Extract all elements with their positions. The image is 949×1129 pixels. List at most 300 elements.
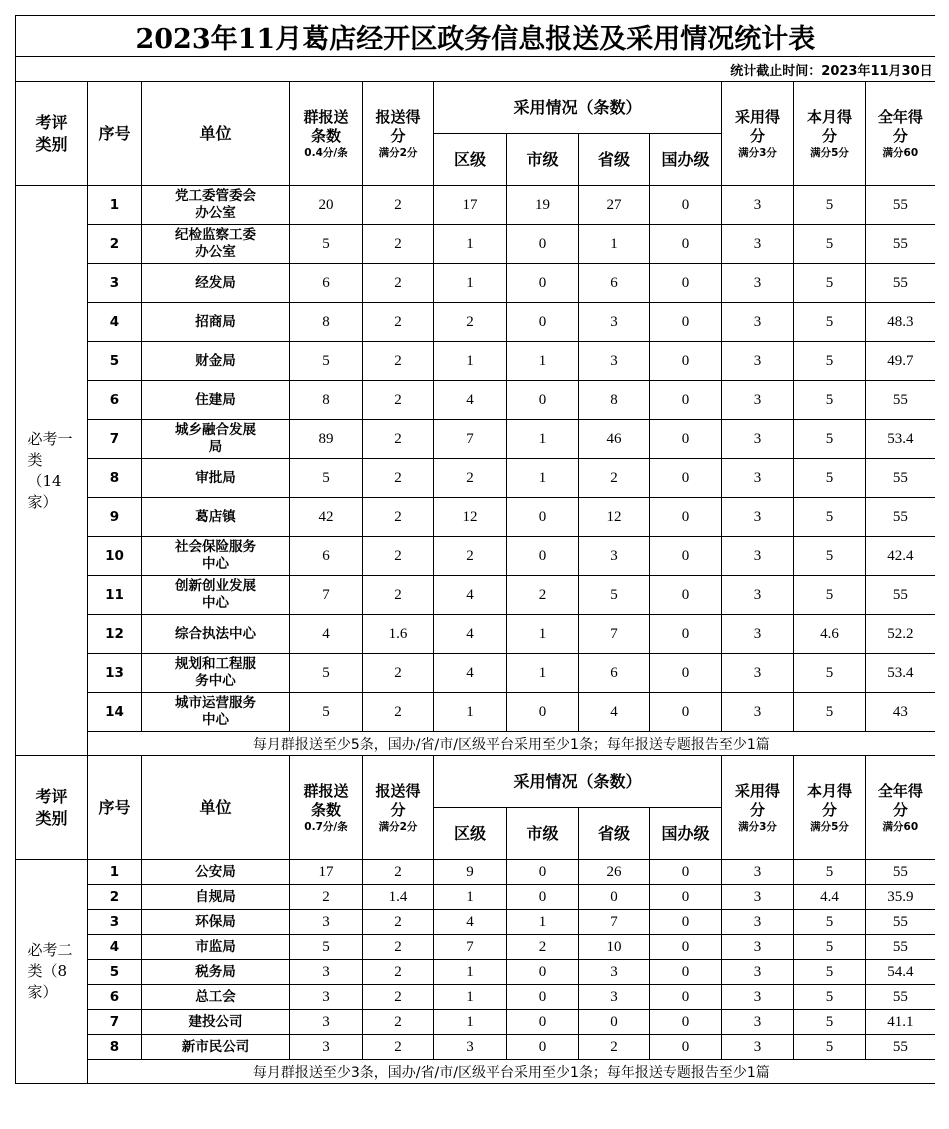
table-row (16, 537, 935, 576)
header-national-label: 国办级 (661, 149, 710, 169)
unit-cell (142, 225, 290, 264)
header-submit-score (363, 756, 434, 860)
table-row (16, 615, 935, 654)
province-cell-value: 46 (606, 430, 622, 447)
header-month-score-label: 本月得分 (806, 107, 852, 145)
seq-cell-value: 4 (109, 939, 120, 955)
header-submit-count (290, 82, 363, 186)
seq-cell (88, 860, 142, 885)
city-cell-value: 0 (538, 988, 547, 1005)
month-score-cell-value: 4.6 (820, 625, 839, 642)
submit-score-cell (363, 186, 434, 225)
unit-cell (142, 537, 290, 576)
adopt-score-cell (722, 910, 794, 935)
national-cell-value: 0 (681, 508, 690, 525)
unit-cell-value: 城市运营服务中心 (175, 695, 256, 728)
adopt-score-cell-value: 3 (753, 313, 762, 330)
province-cell-value: 3 (610, 547, 618, 564)
district-cell (434, 1035, 507, 1060)
header-submit-count-sub: 0.7分/条 (304, 820, 348, 833)
unit-cell-value: 综合执法中心 (175, 625, 256, 642)
city-cell-value: 2 (538, 938, 547, 955)
unit-cell-value: 住建局 (195, 391, 236, 408)
month-score-cell (794, 885, 866, 910)
submit-score-cell-value: 2 (394, 430, 402, 447)
city-cell (507, 381, 579, 420)
month-score-cell-value: 5 (825, 313, 834, 330)
national-cell (650, 693, 722, 732)
submit-score-cell (363, 860, 434, 885)
header-month-score-label: 本月得分 (806, 781, 852, 819)
district-cell-value: 1 (466, 352, 474, 369)
header-national (650, 134, 722, 186)
header-province-label: 省级 (597, 149, 630, 169)
unit-cell (142, 1010, 290, 1035)
month-score-cell (794, 264, 866, 303)
adopt-score-cell-value: 3 (753, 391, 762, 408)
month-score-cell-value: 5 (825, 1013, 834, 1030)
submit-score-cell (363, 654, 434, 693)
seq-cell (88, 1035, 142, 1060)
province-cell (579, 576, 650, 615)
adopt-score-cell (722, 693, 794, 732)
header-adopt-score (722, 756, 794, 860)
adopt-score-cell-value: 3 (753, 1013, 762, 1030)
month-score-cell-value: 5 (825, 391, 834, 408)
province-cell (579, 420, 650, 459)
district-cell (434, 693, 507, 732)
national-cell (650, 885, 722, 910)
national-cell-value: 0 (681, 938, 690, 955)
header-submit-score (363, 82, 434, 186)
national-cell-value: 0 (681, 863, 690, 880)
seq-cell-value: 9 (109, 509, 120, 525)
seq-cell (88, 264, 142, 303)
national-cell-value: 0 (681, 1038, 690, 1055)
adopt-score-cell (722, 960, 794, 985)
year-score-cell-value: 54.4 (887, 963, 914, 980)
district-cell-value: 2 (466, 313, 474, 330)
national-cell (650, 654, 722, 693)
adopt-score-cell-value: 3 (753, 430, 762, 447)
seq-cell (88, 885, 142, 910)
submit-count-cell-value: 6 (322, 274, 330, 291)
submit-score-cell (363, 381, 434, 420)
seq-cell-value: 7 (109, 1014, 120, 1030)
city-cell (507, 342, 579, 381)
year-score-cell (866, 1035, 935, 1060)
seq-cell (88, 498, 142, 537)
submit-count-cell (290, 935, 363, 960)
city-cell-value: 1 (538, 913, 547, 930)
submit-count-cell-value: 89 (318, 430, 334, 447)
submit-count-cell (290, 1035, 363, 1060)
district-cell-value: 4 (466, 391, 474, 408)
year-score-cell (866, 576, 935, 615)
seq-cell (88, 537, 142, 576)
month-score-cell (794, 960, 866, 985)
adopt-score-cell-value: 3 (753, 586, 762, 603)
city-cell-value: 0 (538, 1038, 547, 1055)
submit-score-cell-value: 2 (394, 235, 402, 252)
header-seq (88, 82, 142, 186)
adopt-score-cell-value: 3 (753, 888, 762, 905)
district-cell-value: 1 (466, 274, 474, 291)
province-cell-value: 12 (606, 508, 622, 525)
submit-score-cell-value: 2 (394, 469, 402, 486)
unit-cell-value: 党工委管委会办公室 (175, 188, 256, 221)
seq-cell-value: 6 (109, 392, 120, 408)
seq-cell (88, 186, 142, 225)
header-national-label: 国办级 (661, 823, 710, 843)
submit-score-cell-value: 2 (394, 703, 402, 720)
national-cell (650, 303, 722, 342)
submit-count-cell (290, 985, 363, 1010)
unit-cell-value: 总工会 (195, 988, 236, 1005)
month-score-cell (794, 615, 866, 654)
city-cell-value: 0 (538, 863, 547, 880)
year-score-cell-value: 55 (892, 938, 908, 955)
header-adopt-score-label: 采用得分 (734, 107, 780, 145)
month-score-cell (794, 225, 866, 264)
city-cell-value: 0 (538, 547, 547, 564)
national-cell (650, 1010, 722, 1035)
submit-score-cell-value: 2 (394, 547, 402, 564)
submit-count-cell-value: 3 (322, 1013, 330, 1030)
submit-score-cell-value: 2 (394, 586, 402, 603)
adopt-score-cell-value: 3 (753, 988, 762, 1005)
header-year-score (866, 82, 935, 186)
seq-cell (88, 693, 142, 732)
city-cell (507, 186, 579, 225)
city-cell (507, 459, 579, 498)
year-score-cell (866, 693, 935, 732)
province-cell-value: 6 (610, 274, 618, 291)
year-score-cell-value: 55 (892, 508, 908, 525)
seq-cell-value: 13 (105, 665, 124, 681)
header-province-label: 省级 (597, 823, 630, 843)
year-score-cell (866, 935, 935, 960)
submit-count-cell (290, 693, 363, 732)
table-row (16, 303, 935, 342)
submit-score-cell (363, 459, 434, 498)
year-score-cell (866, 1010, 935, 1035)
province-cell-value: 2 (610, 1038, 618, 1055)
year-score-cell (866, 537, 935, 576)
seq-cell-value: 12 (105, 626, 124, 642)
adopt-score-cell (722, 381, 794, 420)
year-score-cell (866, 985, 935, 1010)
year-score-cell (866, 186, 935, 225)
national-cell (650, 935, 722, 960)
seq-cell-value: 5 (109, 964, 120, 980)
month-score-cell-value: 5 (825, 863, 834, 880)
district-cell (434, 420, 507, 459)
header-adoption-label: 采用情况（条数） (513, 97, 642, 117)
unit-cell-value: 自规局 (195, 888, 236, 905)
year-score-cell-value: 52.2 (887, 625, 914, 642)
submit-count-cell (290, 264, 363, 303)
header-adoption (434, 756, 722, 808)
district-cell (434, 303, 507, 342)
header-month-score-sub: 满分5分 (810, 820, 849, 833)
district-cell-value: 1 (466, 703, 474, 720)
month-score-cell (794, 342, 866, 381)
city-cell (507, 615, 579, 654)
district-cell (434, 1010, 507, 1035)
city-cell-value: 0 (538, 1013, 547, 1030)
month-score-cell-value: 5 (825, 913, 834, 930)
province-cell (579, 498, 650, 537)
unit-cell (142, 985, 290, 1010)
district-cell-value: 1 (466, 963, 474, 980)
submit-count-cell-value: 5 (322, 703, 330, 720)
table-row (16, 576, 935, 615)
month-score-cell-value: 5 (825, 703, 834, 720)
header-submit-score-sub: 满分2分 (378, 820, 418, 833)
submit-score-cell (363, 225, 434, 264)
header-month-score (794, 82, 866, 186)
city-cell-value: 1 (538, 625, 547, 642)
seq-cell-value: 4 (109, 314, 120, 330)
province-cell-value: 7 (610, 625, 618, 642)
seq-cell (88, 225, 142, 264)
unit-cell-value: 审批局 (195, 469, 236, 486)
province-cell-value: 3 (610, 988, 618, 1005)
adopt-score-cell-value: 3 (753, 1038, 762, 1055)
header-city-label: 市级 (526, 823, 559, 843)
national-cell-value: 0 (681, 888, 690, 905)
header-category (16, 756, 88, 860)
national-cell (650, 225, 722, 264)
year-score-cell-value: 55 (892, 469, 908, 486)
header-month-score (794, 756, 866, 860)
header-province (579, 808, 650, 860)
submit-count-cell-value: 5 (322, 235, 330, 252)
submit-score-cell (363, 537, 434, 576)
submit-score-cell (363, 1010, 434, 1035)
header-unit-label: 单位 (199, 123, 232, 143)
header-submit-count-sub: 0.4分/条 (304, 146, 348, 159)
table-row (16, 860, 935, 885)
header-year-score (866, 756, 935, 860)
header-seq-label: 序号 (98, 797, 131, 817)
district-cell-value: 4 (466, 664, 474, 681)
province-cell-value: 26 (606, 863, 622, 880)
district-cell (434, 885, 507, 910)
city-cell-value: 2 (538, 586, 547, 603)
adopt-score-cell-value: 3 (753, 664, 762, 681)
header-unit (142, 82, 290, 186)
national-cell (650, 420, 722, 459)
header-year-score-sub: 满分60 (882, 820, 919, 833)
year-score-cell-value: 55 (892, 274, 908, 291)
submit-count-cell-value: 8 (322, 391, 330, 408)
city-cell (507, 910, 579, 935)
adopt-score-cell (722, 935, 794, 960)
province-cell (579, 459, 650, 498)
month-score-cell-value: 5 (825, 508, 834, 525)
national-cell (650, 615, 722, 654)
district-cell (434, 459, 507, 498)
national-cell-value: 0 (681, 963, 690, 980)
month-score-cell-value: 5 (825, 235, 834, 252)
unit-cell (142, 420, 290, 459)
month-score-cell (794, 910, 866, 935)
month-score-cell-value: 5 (825, 196, 834, 213)
header-adopt-score (722, 82, 794, 186)
stats-sheet (15, 15, 934, 1084)
district-cell (434, 225, 507, 264)
header-district (434, 808, 507, 860)
city-cell (507, 885, 579, 910)
adopt-score-cell-value: 3 (753, 703, 762, 720)
month-score-cell-value: 4.4 (820, 888, 839, 905)
table-row (16, 186, 935, 225)
year-score-cell-value: 42.4 (887, 547, 914, 564)
national-cell (650, 264, 722, 303)
adopt-score-cell-value: 3 (753, 938, 762, 955)
requirement-note-text: 每月群报送至少3条，国办/省/市/区级平台采用至少1条；每年报送专题报告至少1篇 (252, 1064, 770, 1081)
province-cell (579, 885, 650, 910)
district-cell (434, 498, 507, 537)
month-score-cell-value: 5 (825, 963, 834, 980)
unit-cell-value: 规划和工程服务中心 (175, 656, 256, 689)
unit-cell-value: 纪检监察工委办公室 (175, 227, 256, 260)
unit-cell-value: 建投公司 (188, 1013, 243, 1030)
header-district (434, 134, 507, 186)
adopt-score-cell (722, 459, 794, 498)
province-cell-value: 5 (610, 586, 618, 603)
seq-cell (88, 654, 142, 693)
submit-score-cell-value: 2 (394, 313, 402, 330)
province-cell-value: 1 (610, 235, 618, 252)
submit-score-cell-value: 2 (394, 508, 402, 525)
seq-cell-value: 7 (109, 431, 120, 447)
submit-score-cell-value: 2 (394, 1013, 402, 1030)
table-row (16, 381, 935, 420)
seq-cell-value: 3 (109, 275, 120, 291)
submit-score-cell (363, 693, 434, 732)
year-score-cell (866, 420, 935, 459)
header-seq (88, 756, 142, 860)
submit-score-cell (363, 885, 434, 910)
city-cell-value: 1 (538, 469, 547, 486)
year-score-cell-value: 55 (892, 988, 908, 1005)
seq-cell-value: 8 (109, 1039, 120, 1055)
year-score-cell-value: 55 (892, 863, 908, 880)
adopt-score-cell (722, 264, 794, 303)
submit-count-cell-value: 5 (322, 352, 330, 369)
submit-count-cell-value: 4 (322, 625, 330, 642)
province-cell-value: 8 (610, 391, 618, 408)
submit-score-cell-value: 2 (394, 196, 402, 213)
national-cell-value: 0 (681, 703, 690, 720)
submit-score-cell (363, 935, 434, 960)
national-cell-value: 0 (681, 313, 690, 330)
table-row (16, 420, 935, 459)
table-row (16, 910, 935, 935)
table-row (16, 654, 935, 693)
header-district-label: 区级 (453, 149, 486, 169)
submit-count-cell (290, 537, 363, 576)
submit-count-cell-value: 8 (322, 313, 330, 330)
adopt-score-cell (722, 498, 794, 537)
district-cell (434, 537, 507, 576)
table-row (16, 342, 935, 381)
month-score-cell (794, 1035, 866, 1060)
adopt-score-cell-value: 3 (753, 863, 762, 880)
city-cell (507, 693, 579, 732)
unit-cell (142, 860, 290, 885)
unit-cell (142, 459, 290, 498)
adopt-score-cell-value: 3 (753, 469, 762, 486)
national-cell (650, 985, 722, 1010)
adopt-score-cell-value: 3 (753, 963, 762, 980)
year-score-cell (866, 654, 935, 693)
year-score-cell-value: 49.7 (887, 352, 914, 369)
month-score-cell (794, 985, 866, 1010)
district-cell (434, 935, 507, 960)
submit-count-cell-value: 6 (322, 547, 330, 564)
submit-count-cell-value: 20 (318, 196, 334, 213)
national-cell-value: 0 (681, 274, 690, 291)
table-row (16, 935, 935, 960)
header-national (650, 808, 722, 860)
submit-count-cell-value: 3 (322, 963, 330, 980)
province-cell (579, 654, 650, 693)
submit-count-cell (290, 225, 363, 264)
seq-cell-value: 14 (105, 704, 124, 720)
submit-score-cell (363, 615, 434, 654)
province-cell (579, 225, 650, 264)
unit-cell-value: 财金局 (195, 352, 236, 369)
district-cell-value: 7 (466, 430, 474, 447)
page-title: 2023年11月葛店经开区政务信息报送及采用情况统计表 (16, 16, 935, 57)
district-cell (434, 654, 507, 693)
seq-cell (88, 342, 142, 381)
adopt-score-cell-value: 3 (753, 508, 762, 525)
province-cell (579, 342, 650, 381)
unit-cell-value: 城乡融合发展局 (175, 422, 256, 455)
national-cell (650, 910, 722, 935)
national-cell-value: 0 (681, 196, 690, 213)
unit-cell-value: 市监局 (195, 938, 236, 955)
submit-count-cell-value: 42 (318, 508, 334, 525)
province-cell-value: 3 (610, 352, 618, 369)
unit-cell-value: 招商局 (195, 313, 236, 330)
national-cell-value: 0 (681, 430, 690, 447)
seq-cell (88, 381, 142, 420)
seq-cell-value: 1 (109, 197, 120, 213)
submit-count-cell-value: 5 (322, 664, 330, 681)
district-cell-value: 4 (466, 625, 474, 642)
submit-count-cell (290, 459, 363, 498)
submit-score-cell (363, 420, 434, 459)
year-score-cell-value: 35.9 (887, 888, 914, 905)
unit-cell (142, 498, 290, 537)
cutoff-date: 统计截止时间：2023年11月30日 (16, 57, 935, 82)
national-cell-value: 0 (681, 913, 690, 930)
table-row (16, 1010, 935, 1035)
header-seq-label: 序号 (98, 123, 131, 143)
city-cell (507, 985, 579, 1010)
unit-cell (142, 935, 290, 960)
seq-cell-value: 1 (109, 864, 120, 880)
table-row (16, 960, 935, 985)
unit-cell-value: 公安局 (195, 863, 236, 880)
year-score-cell (866, 960, 935, 985)
